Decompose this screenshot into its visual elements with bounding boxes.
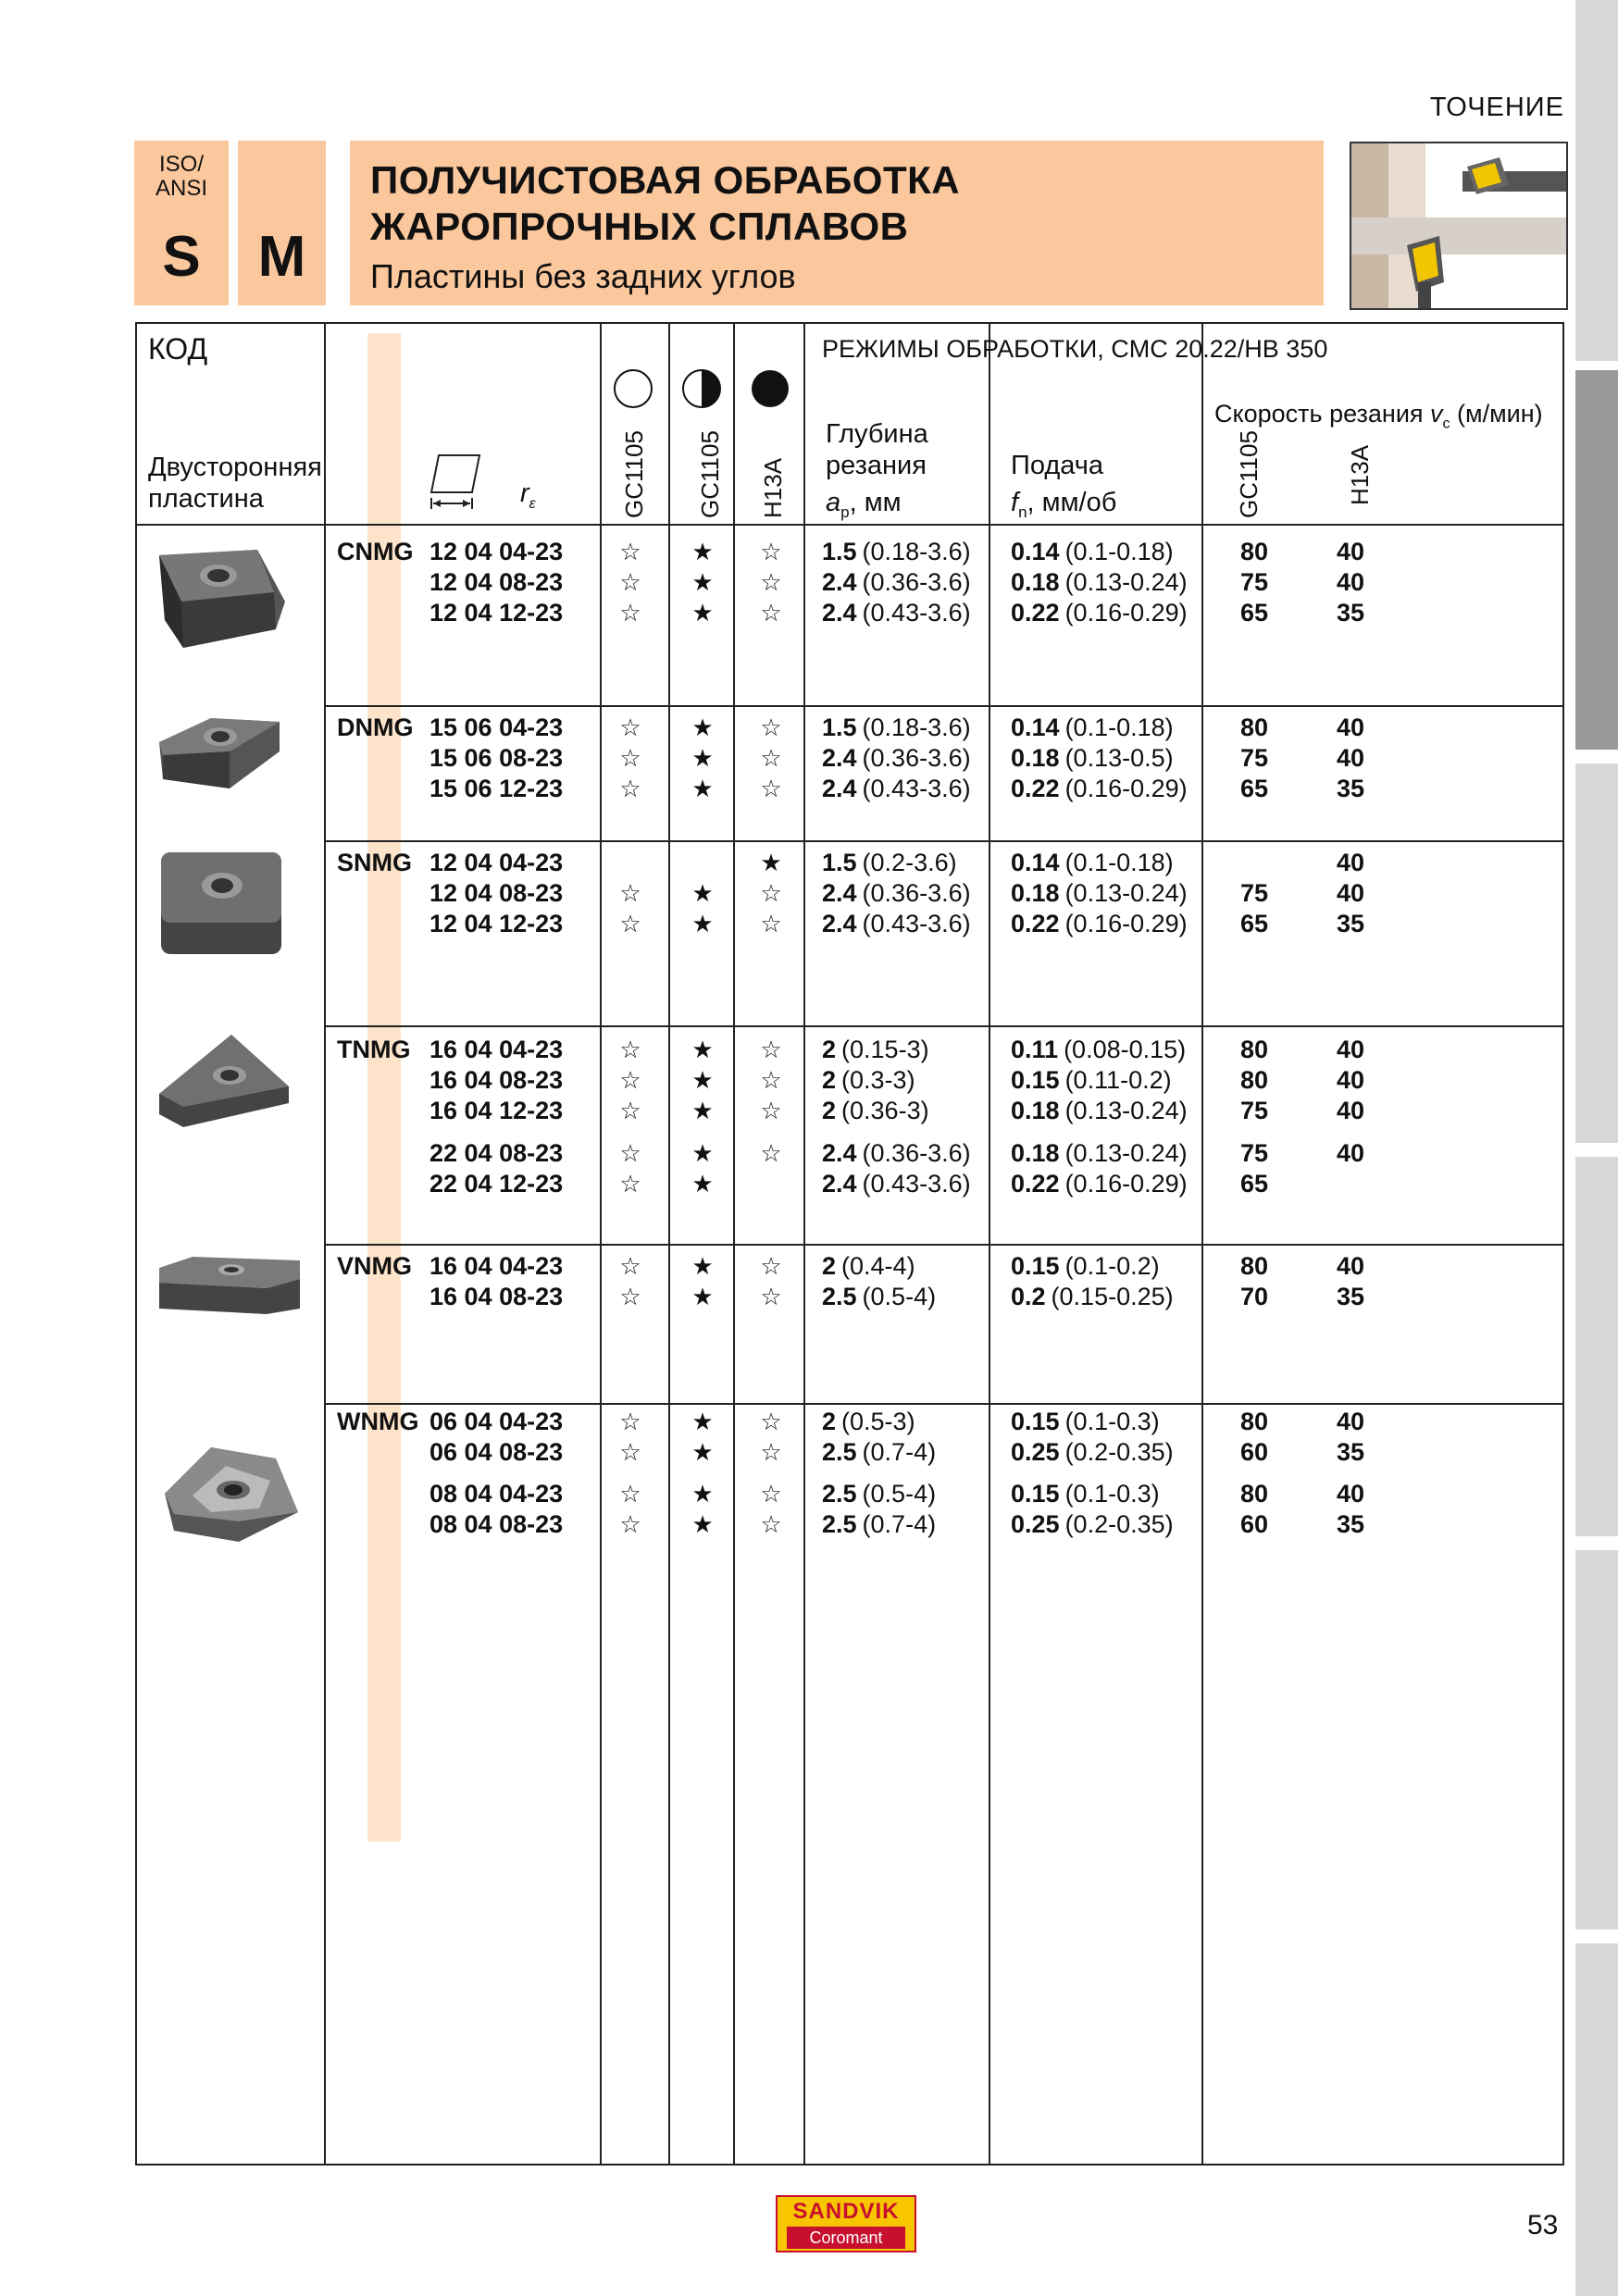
iso-box: [134, 141, 229, 305]
depth-value: [822, 1437, 936, 1468]
grade3-suitability-icon: ☆: [760, 714, 782, 741]
speed-h13a: 35: [1337, 910, 1365, 937]
grade1-suitability-icon: ☆: [619, 910, 641, 937]
group-prefix: SNMG: [337, 849, 412, 876]
feed-range: (0.1-0.3): [1064, 1408, 1160, 1435]
edge-tab[interactable]: [1575, 1157, 1618, 1536]
feed-main: 0.11: [1011, 1036, 1059, 1063]
grade3-suitability-icon: ☆: [760, 1097, 782, 1124]
feed-value: [1011, 878, 1188, 909]
grade2-suitability-icon: ★: [691, 775, 714, 802]
double-sided-label-1: Двусторонняя: [148, 453, 322, 482]
grade1-suitability-icon: ☆: [619, 1097, 641, 1124]
feed-value: [1011, 598, 1188, 628]
feed-range: (0.1-0.18): [1064, 714, 1174, 741]
grade3-suitability-icon: ☆: [760, 1252, 782, 1280]
grade3-suitability-icon: ☆: [760, 744, 782, 772]
feed-range: (0.11-0.2): [1064, 1066, 1172, 1094]
feed-value: [1011, 743, 1174, 774]
depth-main: 2.5: [822, 1510, 857, 1538]
depth-range: (0.5-3): [841, 1408, 915, 1435]
group-prefix: TNMG: [337, 1036, 411, 1063]
depth-range: (0.43-3.6): [862, 599, 971, 627]
insert-code: 06 04 08-23: [429, 1438, 564, 1466]
grade1-suitability-icon: ☆: [619, 1438, 641, 1466]
grade2-suitability-icon: ★: [691, 714, 714, 741]
speed-gc1105: 80: [1240, 1036, 1269, 1063]
feed-main: 0.14: [1011, 849, 1060, 876]
depth-main: 2.4: [822, 599, 857, 627]
feed-range: (0.16-0.29): [1064, 599, 1188, 627]
grade2-suitability-icon: ★: [691, 1170, 714, 1198]
depth-main: 2: [822, 1408, 837, 1435]
feed-value: [1011, 1479, 1160, 1509]
insert-code: 16 04 04-23: [429, 1036, 564, 1063]
feed-value: [1011, 909, 1188, 939]
insert-code: 22 04 12-23: [429, 1170, 564, 1198]
edge-tab[interactable]: [1575, 0, 1618, 361]
feed-range: (0.1-0.2): [1064, 1252, 1160, 1280]
grade-half-circle-icon: [681, 368, 722, 409]
feed-value: [1011, 1169, 1188, 1199]
speed-h13a: 40: [1337, 879, 1365, 907]
depth-main: 2.4: [822, 910, 857, 937]
wnmg-insert-image: [156, 1438, 304, 1545]
grade2-suitability-icon: ★: [691, 599, 714, 627]
grade3-suitability-icon: ☆: [760, 1480, 782, 1508]
depth-range: (0.18-3.6): [862, 538, 971, 565]
speed-gc1105: 60: [1240, 1510, 1269, 1538]
depth-range: (0.36-3): [841, 1097, 929, 1124]
grade-open-circle-icon: [613, 368, 653, 409]
turning-tool-illustration: [1350, 142, 1568, 310]
modes-header: РЕЖИМЫ ОБРАБОТКИ, CMC 20.22/HB 350: [822, 335, 1328, 363]
depth-header-3: $a_p$, мм: [826, 488, 902, 521]
depth-main: 1.5: [822, 538, 857, 565]
depth-value: [822, 1035, 929, 1065]
code-header: КОД: [148, 332, 208, 366]
grade1-suitability-icon: ☆: [619, 538, 641, 565]
speed-gc1105: 60: [1240, 1438, 1269, 1466]
group-prefix: CNMG: [337, 538, 414, 565]
feed-range: (0.2-0.35): [1064, 1438, 1174, 1466]
grade2-suitability-icon: ★: [691, 1408, 714, 1435]
logo-top: SANDVIK: [792, 2199, 900, 2224]
speed-gc1105: 75: [1240, 744, 1269, 772]
depth-value: [822, 878, 971, 909]
group-prefix: WNMG: [337, 1408, 419, 1435]
feed-main: 0.18: [1011, 879, 1060, 907]
speed-h13a: 35: [1337, 1438, 1365, 1466]
feed-range: (0.08-0.15): [1064, 1036, 1187, 1063]
feed-range: (0.13-0.24): [1064, 1139, 1188, 1167]
depth-value: [822, 1169, 971, 1199]
depth-main: 2.4: [822, 1139, 857, 1167]
speed-h13a: 40: [1337, 1097, 1365, 1124]
insert-code: 16 04 08-23: [429, 1066, 564, 1094]
grade3-suitability-icon: ☆: [760, 1438, 782, 1466]
insert-code: 08 04 04-23: [429, 1480, 564, 1508]
depth-range: (0.5-4): [862, 1283, 937, 1310]
speed-h13a: 35: [1337, 775, 1365, 802]
speed-gc1105: 70: [1240, 1283, 1269, 1310]
speed-gc1105: 80: [1240, 714, 1269, 741]
speed-h13a: 40: [1337, 744, 1365, 772]
feed-main: 0.14: [1011, 538, 1060, 565]
depth-range: (0.36-3.6): [862, 879, 971, 907]
grade3-suitability-icon: ☆: [760, 538, 782, 565]
speed-h13a: 40: [1337, 568, 1365, 596]
feed-value: [1011, 713, 1174, 743]
grade1-suitability-icon: ☆: [619, 1170, 641, 1198]
grade3-suitability-icon: ☆: [760, 910, 782, 937]
feed-main: 0.14: [1011, 714, 1060, 741]
depth-range: (0.36-3.6): [862, 568, 971, 596]
feed-range: (0.16-0.29): [1064, 1170, 1188, 1198]
re-label: $r_\varepsilon$: [520, 478, 536, 512]
insert-code: 22 04 08-23: [429, 1139, 564, 1167]
feed-main: 0.15: [1011, 1066, 1060, 1094]
sandvik-logo: [776, 2195, 916, 2253]
depth-main: 2: [822, 1252, 837, 1280]
speed-h13a: 40: [1337, 1036, 1365, 1063]
grade3-suitability-icon: ☆: [760, 1408, 782, 1435]
feed-main: 0.18: [1011, 744, 1060, 772]
speed-gc1105: 75: [1240, 568, 1269, 596]
insert-code: 12 04 04-23: [429, 538, 564, 565]
depth-main: 1.5: [822, 849, 857, 876]
grade3-suitability-icon: ☆: [760, 879, 782, 907]
edge-tab[interactable]: [1575, 1943, 1618, 2296]
depth-main: 2.4: [822, 879, 857, 907]
logo-bottom: Coromant: [787, 2227, 905, 2249]
feed-value: [1011, 848, 1174, 878]
feed-range: (0.2-0.35): [1064, 1510, 1174, 1538]
feed-range: (0.1-0.18): [1064, 849, 1174, 876]
title-line-1: ПОЛУЧИСТОВАЯ ОБРАБОТКА: [370, 158, 961, 202]
insert-code: 12 04 08-23: [429, 568, 564, 596]
depth-range: (0.36-3.6): [862, 744, 971, 772]
insert-code: 12 04 04-23: [429, 849, 564, 876]
tnmg-insert-image: [156, 1029, 292, 1131]
speed-gc1105: 75: [1240, 1139, 1269, 1167]
speed-h13a: 35: [1337, 599, 1365, 627]
depth-range: (0.43-3.6): [862, 1170, 971, 1198]
grade3-suitability-icon: ☆: [760, 1036, 782, 1063]
speed-h13a: 40: [1337, 849, 1365, 876]
depth-value: [822, 537, 971, 567]
depth-range: (0.2-3.6): [862, 849, 957, 876]
feed-main: 0.18: [1011, 1139, 1060, 1167]
double-sided-label-2: пластина: [148, 484, 264, 514]
edge-tab[interactable]: [1575, 1550, 1618, 1930]
grade2-suitability-icon: ★: [691, 568, 714, 596]
speed-h13a: 40: [1337, 1066, 1365, 1094]
grade1-suitability-icon: ☆: [619, 1066, 641, 1094]
grade2-suitability-icon: ★: [691, 1480, 714, 1508]
depth-value: [822, 774, 971, 804]
speed-gc1105: 80: [1240, 1066, 1269, 1094]
insert-code: 06 04 04-23: [429, 1408, 564, 1435]
grade2-suitability-icon: ★: [691, 910, 714, 937]
feed-main: 0.15: [1011, 1252, 1060, 1280]
grade1-suitability-icon: ☆: [619, 1252, 641, 1280]
title-box: [350, 141, 1324, 305]
depth-range: (0.7-4): [862, 1438, 937, 1466]
speed-header: Скорость резания $v_c$ (м/мин): [1214, 400, 1543, 432]
grade1-suitability-icon: ☆: [619, 1510, 641, 1538]
depth-header-1: Глубина: [826, 419, 928, 449]
speed-h13a: 35: [1337, 1283, 1365, 1310]
insert-code: 16 04 04-23: [429, 1252, 564, 1280]
speed-gc1105: 65: [1240, 775, 1269, 802]
grade2-suitability-icon: ★: [691, 1066, 714, 1094]
feed-range: (0.13-0.24): [1064, 1097, 1188, 1124]
feed-main: 0.22: [1011, 910, 1060, 937]
grade1-suitability-icon: ☆: [619, 714, 641, 741]
grade2-suitability-icon: ★: [691, 1283, 714, 1310]
insert-outline-icon: [428, 452, 483, 516]
grade2-suitability-icon: ★: [691, 1097, 714, 1124]
depth-value: [822, 1096, 929, 1126]
feed-value: [1011, 774, 1188, 804]
feed-value: [1011, 1065, 1172, 1096]
depth-value: [822, 598, 971, 628]
grade1-suitability-icon: ☆: [619, 1480, 641, 1508]
depth-value: [822, 848, 957, 878]
speed-h13a: 40: [1337, 538, 1365, 565]
grade2-suitability-icon: ★: [691, 1139, 714, 1167]
depth-value: [822, 1479, 936, 1509]
grade3-suitability-icon: ☆: [760, 1139, 782, 1167]
insert-code: 15 06 12-23: [429, 775, 564, 802]
grade2-label: GC1105: [696, 430, 724, 518]
feed-main: 0.25: [1011, 1438, 1060, 1466]
feed-main: 0.15: [1011, 1480, 1060, 1508]
feed-main: 0.25: [1011, 1510, 1060, 1538]
speed-h13a: 40: [1337, 1408, 1365, 1435]
grade1-suitability-icon: ☆: [619, 599, 641, 627]
grade1-suitability-icon: ☆: [619, 1036, 641, 1063]
grade3-suitability-icon: ☆: [760, 1510, 782, 1538]
grade3-suitability-icon: ☆: [760, 1283, 782, 1310]
depth-main: 2.4: [822, 775, 857, 802]
depth-main: 1.5: [822, 714, 857, 741]
feed-value: [1011, 1407, 1160, 1437]
speed-gc1105: 75: [1240, 879, 1269, 907]
depth-header-2: резания: [826, 451, 927, 480]
depth-main: 2: [822, 1097, 837, 1124]
depth-range: (0.43-3.6): [862, 910, 971, 937]
ansi-label: ANSI: [155, 176, 207, 201]
speed-h13a: 35: [1337, 1510, 1365, 1538]
feed-value: [1011, 1282, 1174, 1312]
grade1-label: GC1105: [620, 430, 648, 518]
depth-main: 2.4: [822, 744, 857, 772]
depth-range: (0.18-3.6): [862, 714, 971, 741]
depth-value: [822, 909, 971, 939]
feed-value: [1011, 1437, 1174, 1468]
insert-code: 16 04 08-23: [429, 1283, 564, 1310]
edge-tab[interactable]: [1575, 763, 1618, 1143]
speed-h13a: 40: [1337, 1139, 1365, 1167]
depth-value: [822, 567, 971, 598]
feed-header-2: $f_n$, мм/об: [1011, 488, 1117, 521]
speed-gc1105: 65: [1240, 1170, 1269, 1198]
speed-gc1105: 80: [1240, 538, 1269, 565]
feed-main: 0.15: [1011, 1408, 1060, 1435]
grade-filled-circle-icon: [750, 368, 790, 409]
feed-range: (0.13-0.24): [1064, 568, 1188, 596]
feed-range: (0.1-0.3): [1064, 1480, 1160, 1508]
depth-range: (0.4-4): [841, 1252, 915, 1280]
feed-value: [1011, 1251, 1160, 1282]
vnmg-insert-image: [156, 1251, 304, 1318]
grade3-suitability-icon: ☆: [760, 775, 782, 802]
page-subtitle: Пластины без задних углов: [370, 257, 796, 295]
insert-code: 15 06 08-23: [429, 744, 564, 772]
feed-value: [1011, 1096, 1188, 1126]
feed-value: [1011, 567, 1188, 598]
depth-main: 2.5: [822, 1438, 857, 1466]
depth-value: [822, 1251, 915, 1282]
speed-gc1105: 75: [1240, 1097, 1269, 1124]
grade2-suitability-icon: ★: [691, 1252, 714, 1280]
feed-value: [1011, 1509, 1174, 1540]
speed-grade1-label: GC1105: [1235, 430, 1263, 518]
feed-value: [1011, 537, 1174, 567]
iso-letter: S: [162, 225, 201, 289]
depth-value: [822, 1138, 971, 1169]
feed-main: 0.18: [1011, 568, 1060, 596]
title-line-2: ЖАРОПРОЧНЫХ СПЛАВОВ: [370, 205, 909, 248]
depth-main: 2.5: [822, 1283, 857, 1310]
material-letter: M: [257, 225, 306, 289]
depth-range: (0.15-3): [841, 1036, 929, 1063]
speed-h13a: 40: [1337, 1252, 1365, 1280]
group-prefix: VNMG: [337, 1252, 412, 1280]
grade2-suitability-icon: ★: [691, 538, 714, 565]
speed-gc1105: 65: [1240, 599, 1269, 627]
grade1-suitability-icon: ☆: [619, 775, 641, 802]
insert-code: 12 04 12-23: [429, 910, 564, 937]
depth-value: [822, 1407, 915, 1437]
depth-range: (0.5-4): [862, 1480, 937, 1508]
grade1-suitability-icon: ☆: [619, 1283, 641, 1310]
speed-h13a: 40: [1337, 1480, 1365, 1508]
speed-h13a: 40: [1337, 714, 1365, 741]
feed-header-1: Подача: [1011, 451, 1103, 480]
depth-range: (0.36-3.6): [862, 1139, 971, 1167]
group-prefix: DNMG: [337, 714, 414, 741]
speed-gc1105: 80: [1240, 1480, 1269, 1508]
grade1-suitability-icon: ☆: [619, 1139, 641, 1167]
grade3-label: H13A: [759, 457, 787, 518]
depth-main: 2.5: [822, 1480, 857, 1508]
depth-value: [822, 713, 971, 743]
feed-range: (0.13-0.24): [1064, 879, 1188, 907]
depth-value: [822, 743, 971, 774]
speed-gc1105: 80: [1240, 1252, 1269, 1280]
depth-range: (0.7-4): [862, 1510, 937, 1538]
feed-value: [1011, 1035, 1186, 1065]
page-title: [370, 157, 960, 250]
depth-range: (0.3-3): [841, 1066, 915, 1094]
grade1-suitability-icon: ☆: [619, 744, 641, 772]
feed-range: (0.16-0.29): [1064, 775, 1188, 802]
depth-value: [822, 1065, 915, 1096]
edge-tab-active[interactable]: [1575, 370, 1618, 750]
depth-range: (0.43-3.6): [862, 775, 971, 802]
grade3-suitability-icon: ☆: [760, 568, 782, 596]
feed-range: (0.16-0.29): [1064, 910, 1188, 937]
cnmg-insert-image: [156, 546, 289, 653]
speed-grade2-label: H13A: [1346, 444, 1374, 505]
feed-range: (0.13-0.5): [1064, 744, 1174, 772]
grade1-suitability-icon: ☆: [619, 879, 641, 907]
page-number: 53: [1527, 2210, 1559, 2240]
grade2-suitability-icon: ★: [691, 1510, 714, 1538]
feed-range: (0.15-0.25): [1051, 1283, 1174, 1310]
depth-main: 2.4: [822, 568, 857, 596]
feed-main: 0.2: [1011, 1283, 1046, 1310]
grade1-suitability-icon: ☆: [619, 1408, 641, 1435]
grade2-suitability-icon: ★: [691, 1036, 714, 1063]
insert-code: 12 04 08-23: [429, 879, 564, 907]
grade2-suitability-icon: ★: [691, 1438, 714, 1466]
feed-main: 0.22: [1011, 775, 1060, 802]
depth-main: 2.4: [822, 1170, 857, 1198]
grade2-suitability-icon: ★: [691, 879, 714, 907]
section-label: ТОЧЕНИЕ: [1429, 93, 1564, 122]
grade3-suitability-icon: ☆: [760, 1066, 782, 1094]
feed-main: 0.22: [1011, 599, 1060, 627]
feed-value: [1011, 1138, 1188, 1169]
dnmg-insert-image: [156, 714, 289, 798]
feed-range: (0.1-0.18): [1064, 538, 1174, 565]
speed-gc1105: 65: [1240, 910, 1269, 937]
grade1-suitability-icon: ☆: [619, 568, 641, 596]
depth-main: 2: [822, 1036, 837, 1063]
insert-code: 16 04 12-23: [429, 1097, 564, 1124]
grade3-suitability-icon: ★: [760, 849, 782, 876]
insert-code: 15 06 04-23: [429, 714, 564, 741]
insert-code: 08 04 08-23: [429, 1510, 564, 1538]
speed-gc1105: 80: [1240, 1408, 1269, 1435]
feed-main: 0.18: [1011, 1097, 1060, 1124]
depth-value: [822, 1282, 936, 1312]
grade3-suitability-icon: ☆: [760, 599, 782, 627]
snmg-insert-image: [156, 847, 289, 962]
feed-main: 0.22: [1011, 1170, 1060, 1198]
iso-label: ISO/: [158, 152, 204, 177]
depth-main: 2: [822, 1066, 837, 1094]
insert-code: 12 04 12-23: [429, 599, 564, 627]
material-box: [238, 141, 326, 305]
depth-value: [822, 1509, 936, 1540]
grade2-suitability-icon: ★: [691, 744, 714, 772]
